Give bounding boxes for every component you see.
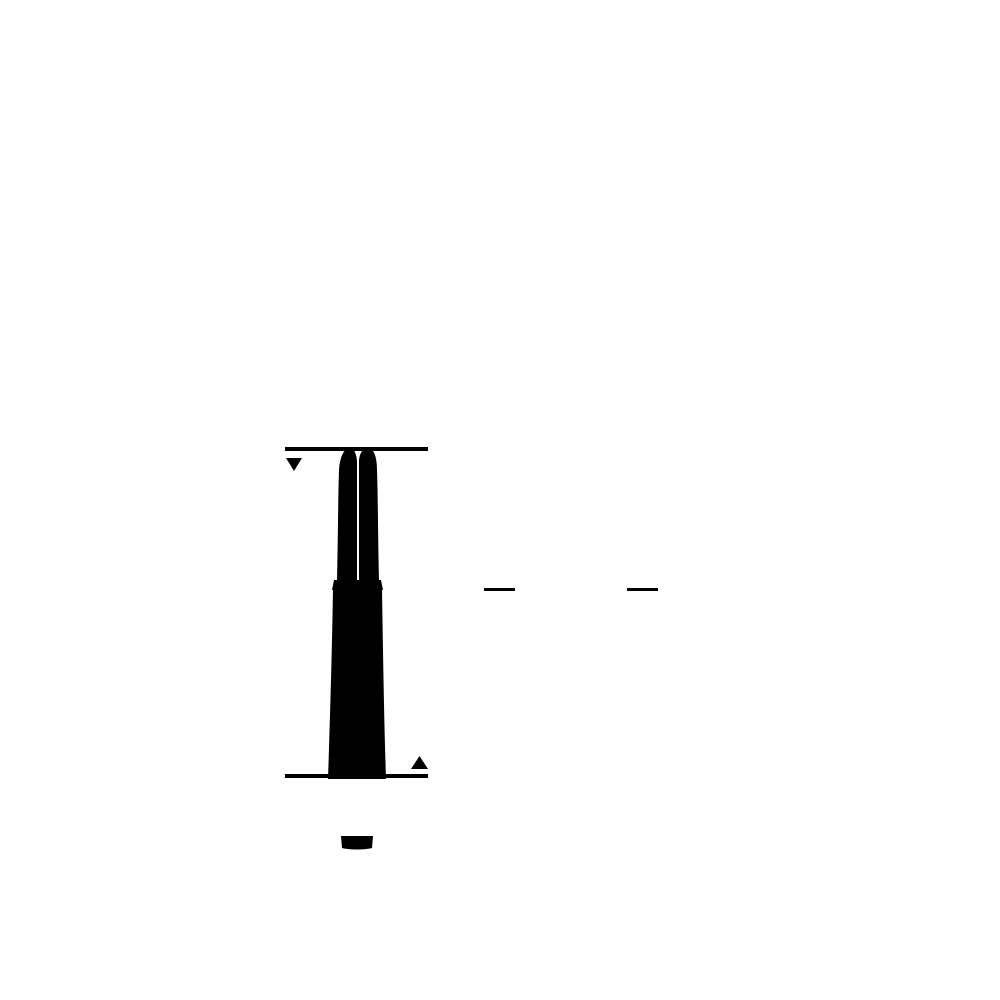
double-arrow-vertical-icon [494, 742, 506, 768]
marker-l330 [627, 588, 658, 591]
shaft-prong-left [337, 448, 357, 580]
triangle-up-icon [411, 756, 428, 769]
shaft-illustration [328, 448, 386, 850]
shaft-prong-right [359, 448, 379, 580]
shaft-red-mark [342, 588, 373, 591]
shaft-thread-end [341, 836, 373, 850]
shaft-lower-body [328, 589, 386, 779]
triangle-down-icon [286, 458, 302, 471]
double-arrow-vertical-icon [637, 742, 649, 768]
top-reference-line [285, 447, 428, 451]
marker-l260 [484, 588, 515, 591]
